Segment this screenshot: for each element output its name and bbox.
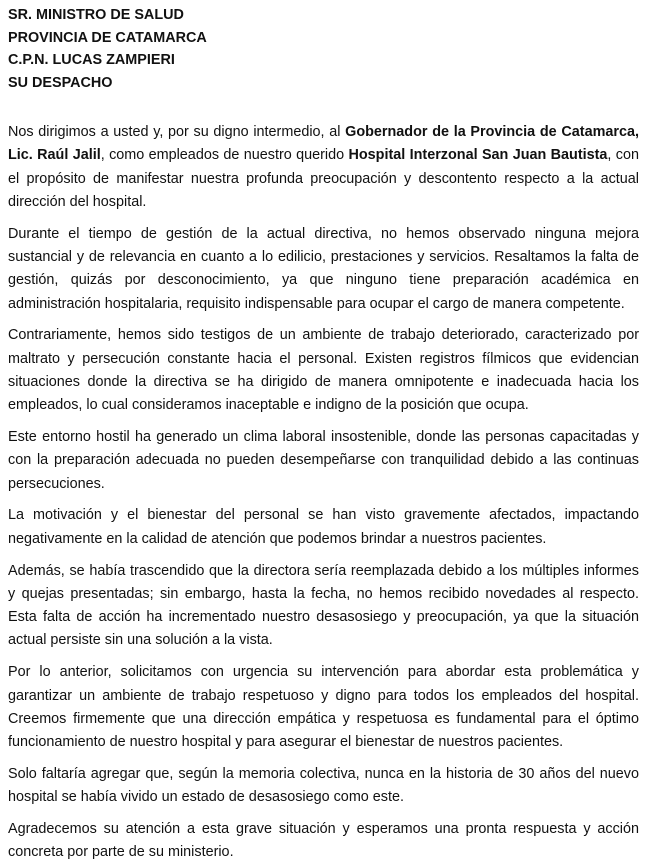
governor-name: Gobernador de la Provincia de Catamarca, Lic. Raúl Jalil [8, 124, 639, 164]
recipient-line-province: PROVINCIA DE CATAMARCA [8, 29, 207, 46]
paragraph-management: Durante el tiempo de gestión de la actual directiva, no hemos observado ninguna mejora sustancial y de relevancia en cuanto a lo edilicio, prestaciones y servicios. Resaltamos la falta de gestión, quizás por desconocimiento, ya que ninguno tiene preparación académica en administración hospitalaria, requisito indispensable para ocupar el cargo de manera competente. [8, 225, 639, 312]
paragraph-request: Por lo anterior, solicitamos con urgencia su intervención para abordar esta problemática y garantizar un ambiente de trabajo respetuoso y digno para todos los empleados del hospital. Creemos firmemente que una dirección empática y respetuosa es fundamental para el óptimo funcionamiento de nuestro hospital y para asegurar el bienestar de nuestros pacientes. [8, 664, 639, 751]
paragraph-motivation: La motivación y el bienestar del personal se han visto gravemente afectados, impactando negativamente en la calidad de atención que podemos brindar a nuestros pacientes. [8, 507, 639, 547]
paragraph-work-environment: Contrariamente, hemos sido testigos de un ambiente de trabajo deteriorado, caracterizado por maltrato y persecución constante hacia el personal. Existen registros fílmicos que evidencian situaciones donde la directiva se ha dirigido de manera omnipotente e inadecuada hacia los empleados, lo cual consideramos inaceptable e indigno de la posición que ocupa. [8, 327, 639, 414]
paragraph-intro [8, 121, 639, 214]
paragraph-closing: Agradecemos su atención a esta grave situación y esperamos una pronta respuesta y acción concreta por parte de su ministerio. [8, 821, 639, 861]
recipient-line-minister: SR. MINISTRO DE SALUD [8, 7, 184, 23]
paragraph-history: Solo faltaría agregar que, según la memoria colectiva, nunca en la historia de 30 años del nuevo hospital se había vivido un estado de desasosiego como este. [8, 765, 639, 806]
recipient-line-name: C.P.N. LUCAS ZAMPIERI [8, 52, 175, 68]
paragraph-intro-text-2: , como empleados de nuestro querido [100, 147, 349, 164]
paragraph-intro-text-1: Nos dirigimos a usted y, por su digno intermedio, al [8, 124, 346, 140]
paragraph-intro-text-3: , con el propósito de manifestar nuestra profunda preocupación y descontento respecto a la actual dirección del hospital. [8, 147, 639, 210]
paragraph-hostile-climate: Este entorno hostil ha generado un clima laboral insostenible, donde las personas capacitadas y con la preparación adecuada no pueden desempeñarse con tranquilidad debido a las continuas persecuciones. [8, 429, 639, 492]
paragraph-replacement: Además, se había trascendido que la directora sería reemplazada debido a los múltiples informes y quejas presentadas; sin embargo, hasta la fecha, no hemos recibido novedades al respecto. Esta falta de acción ha incrementado nuestro desasosiego y preocupación, ya que la situación actual persiste sin una solución a la vista. [8, 562, 639, 649]
recipient-block [8, 4, 639, 94]
recipient-line-office: SU DESPACHO [8, 74, 113, 91]
hospital-name: Hospital Interzonal San Juan Bautista [348, 147, 608, 164]
